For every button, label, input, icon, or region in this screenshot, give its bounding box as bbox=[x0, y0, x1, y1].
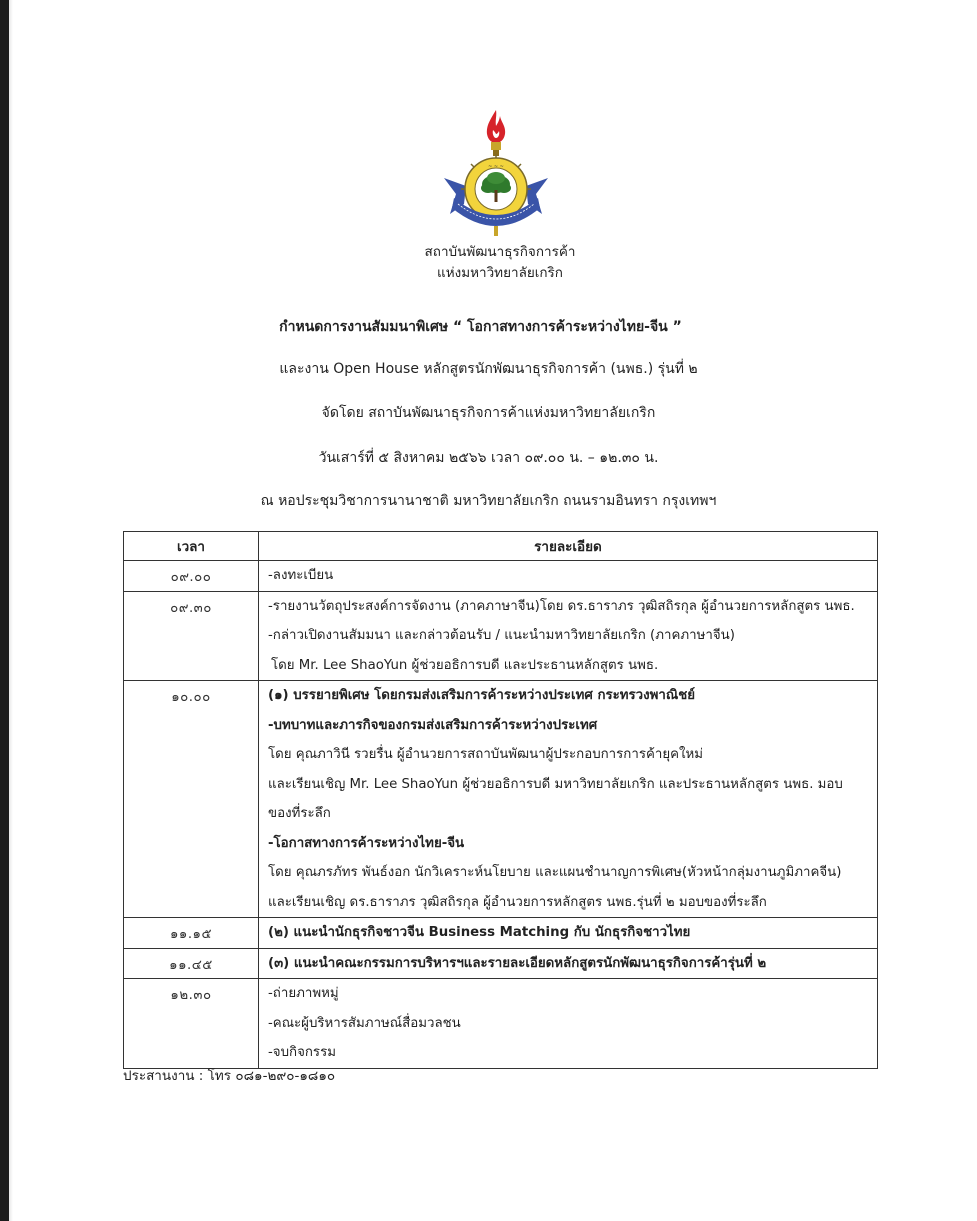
detail-line: โดย คุณภรภัทร พันธ์งอก นักวิเคราะห์นโยบาย และแผนชำนาญการพิเศษ(หัวหน้ากลุ่มงานภูมิภาคจีน) bbox=[268, 865, 842, 880]
detail-heading: (๓) แนะนำคณะกรรมการบริหารฯและรายละเอียดหลักสูตรนักพัฒนาธุรกิจการค้ารุ่นที่ ๒ bbox=[268, 955, 767, 971]
table-row bbox=[124, 681, 878, 918]
table-row bbox=[124, 918, 878, 949]
table-row bbox=[124, 591, 878, 681]
table-row bbox=[124, 979, 878, 1069]
detail-cell bbox=[259, 918, 878, 949]
detail-line: -กล่าวเปิดงานสัมมนา และกล่าวต้อนรับ / แนะนำมหาวิทยาลัยเกริก (ภาคภาษาจีน) bbox=[268, 628, 735, 643]
svg-text:~ ~ ~: ~ ~ ~ bbox=[488, 164, 504, 170]
detail-cell bbox=[259, 979, 878, 1069]
organizer-line: จัดโดย สถาบันพัฒนาธุรกิจการค้าแห่งมหาวิทยาลัยเกริก bbox=[321, 405, 656, 421]
time-cell: ๑๒.๓๐ bbox=[124, 979, 259, 1069]
time-cell: ๑๑.๔๕ bbox=[124, 948, 259, 979]
table-row bbox=[124, 948, 878, 979]
detail-line: และเรียนเชิญ ดร.ธาราภร วุฒิสถิรกุล ผู้อำนวยการหลักสูตร นพธ.รุ่นที่ ๒ มอบของที่ระลึก bbox=[268, 894, 767, 910]
column-header-detail: รายละเอียด bbox=[259, 532, 878, 561]
page-title: กำหนดการงานสัมมนาพิเศษ “ โอกาสทางการค้าระหว่างไทย-จีน ” bbox=[279, 319, 682, 335]
detail-line: -รายงานวัตถุประสงค์การจัดงาน (ภาคภาษาจีน)โดย ดร.ธาราภร วุฒิสถิรกุล ผู้อำนวยการหลักสูตร นพธ. bbox=[268, 598, 855, 614]
left-edge-strip bbox=[0, 0, 9, 1221]
event-venue: ณ หอประชุมวิชาการนานาชาติ มหาวิทยาลัยเกริก ถนนรามอินทรา กรุงเทพฯ bbox=[260, 493, 717, 509]
detail-cell bbox=[259, 591, 878, 681]
time-cell: ๑๐.๐๐ bbox=[124, 681, 259, 918]
time-cell: ๑๑.๑๕ bbox=[124, 918, 259, 949]
detail-cell bbox=[259, 681, 878, 918]
table-header-row bbox=[124, 532, 878, 561]
time-cell: ๐๙.๓๐ bbox=[124, 591, 259, 681]
detail-line: ของที่ระลึก bbox=[268, 806, 331, 821]
time-cell: ๐๙.๐๐ bbox=[124, 561, 259, 592]
detail-line: โดย Mr. Lee ShaoYun ผู้ช่วยอธิการบดี และประธานหลักสูตร นพธ. bbox=[271, 657, 659, 673]
column-header-time: เวลา bbox=[124, 532, 259, 561]
detail-line: -ถ่ายภาพหมู่ bbox=[268, 986, 339, 1001]
table-row bbox=[124, 561, 878, 592]
detail-cell bbox=[259, 561, 878, 592]
krirk-university-emblem-icon bbox=[440, 108, 552, 240]
detail-line: -ลงทะเบียน bbox=[268, 568, 334, 583]
contact-info: ประสานงาน : โทร ๐๘๑-๒๙๐-๑๘๑๐ bbox=[123, 1068, 336, 1084]
detail-line: -คณะผู้บริหารสัมภาษณ์สื่อมวลชน bbox=[268, 1015, 461, 1031]
detail-subheading: -บทบาทและภารกิจของกรมส่งเสริมการค้าระหว่างประเทศ bbox=[268, 717, 598, 733]
detail-heading: (๒) แนะนำนักธุรกิจชาวจีน Business Matching กับ นักธุรกิจชาวไทย bbox=[268, 925, 691, 940]
event-datetime: วันเสาร์ที่ ๕ สิงหาคม ๒๕๖๖ เวลา ๐๙.๐๐ น. – ๑๒.๓๐ น. bbox=[318, 450, 659, 466]
detail-heading: (๑) บรรยายพิเศษ โดยกรมส่งเสริมการค้าระหว่างประเทศ กระทรวงพาณิชย์ bbox=[268, 688, 696, 703]
detail-subheading: -โอกาสทางการค้าระหว่างไทย-จีน bbox=[268, 835, 465, 851]
detail-line: และเรียนเชิญ Mr. Lee ShaoYun ผู้ช่วยอธิการบดี มหาวิทยาลัยเกริก และประธานหลักสูตร นพธ. มอบ bbox=[268, 776, 843, 792]
detail-line: -จบกิจกรรม bbox=[268, 1045, 336, 1060]
schedule-table bbox=[123, 531, 878, 1069]
detail-line: โดย คุณภาวินี รวยรื่น ผู้อำนวยการสถาบันพัฒนาผู้ประกอบการการค้ายุคใหม่ bbox=[268, 747, 704, 762]
org-name-line1: สถาบันพัฒนาธุรกิจการค้า bbox=[424, 244, 576, 260]
detail-cell bbox=[259, 948, 878, 979]
event-subtitle: และงาน Open House หลักสูตรนักพัฒนาธุรกิจการค้า (นพธ.) รุ่นที่ ๒ bbox=[279, 361, 698, 377]
org-name-line2: แห่งมหาวิทยาลัยเกริก bbox=[437, 265, 563, 281]
